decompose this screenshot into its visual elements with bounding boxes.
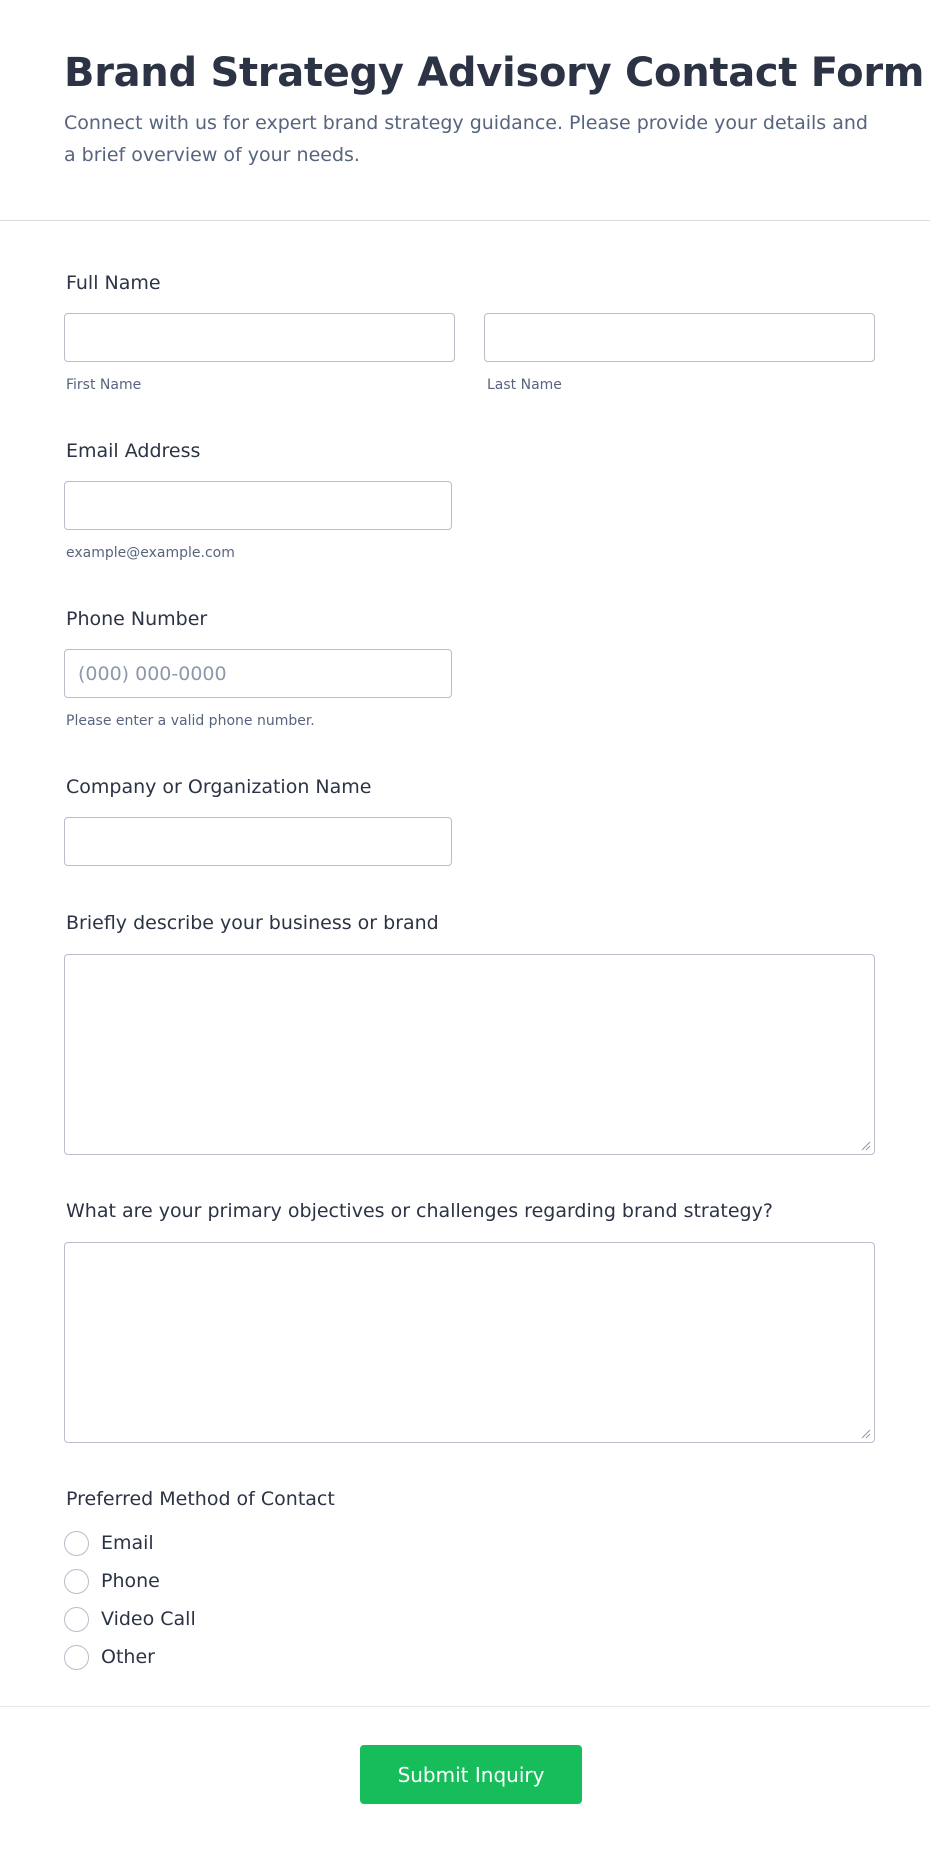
first-name-input[interactable]	[64, 313, 455, 362]
radio-option-phone[interactable]	[64, 1568, 160, 1594]
submit-inquiry-button[interactable]: Submit Inquiry	[360, 1745, 582, 1804]
resize-grip-icon[interactable]	[861, 1429, 871, 1439]
email-label: Email Address	[66, 440, 201, 462]
radio-circle[interactable]	[64, 1531, 89, 1556]
radio-circle[interactable]	[64, 1645, 89, 1670]
company-label: Company or Organization Name	[66, 776, 372, 798]
phone-sublabel: Please enter a valid phone number.	[66, 713, 315, 729]
form-subtitle: Connect with us for expert brand strategy guidance. Please provide your details and a brief overview of your needs.	[64, 112, 868, 166]
radio-label: Email	[101, 1532, 154, 1554]
first-name-sublabel: First Name	[66, 377, 142, 393]
radio-option-email[interactable]	[64, 1530, 154, 1556]
email-input[interactable]	[64, 481, 452, 530]
last-name-input[interactable]	[484, 313, 875, 362]
radio-label: Other	[101, 1646, 155, 1668]
footer-divider	[0, 1706, 930, 1707]
objectives-label: What are your primary objectives or challenges regarding brand strategy?	[66, 1200, 773, 1222]
resize-grip-icon[interactable]	[861, 1141, 871, 1151]
radio-circle[interactable]	[64, 1607, 89, 1632]
radio-label: Video Call	[101, 1608, 196, 1630]
company-input[interactable]	[64, 817, 452, 866]
phone-label: Phone Number	[66, 608, 208, 630]
objectives-textarea[interactable]	[64, 1242, 875, 1443]
business-description-textarea[interactable]	[64, 954, 875, 1155]
radio-label: Phone	[101, 1570, 160, 1592]
radio-option-video-call[interactable]	[64, 1606, 196, 1632]
full-name-label: Full Name	[66, 272, 161, 294]
radio-circle[interactable]	[64, 1569, 89, 1594]
form-title: Brand Strategy Advisory Contact Form	[64, 50, 925, 96]
email-sublabel: example@example.com	[66, 545, 235, 561]
contact-method-label: Preferred Method of Contact	[66, 1488, 335, 1510]
radio-option-other[interactable]	[64, 1644, 155, 1670]
last-name-sublabel: Last Name	[487, 377, 562, 393]
phone-input[interactable]	[64, 649, 452, 698]
form-header	[0, 0, 930, 221]
business-description-label: Briefly describe your business or brand	[66, 912, 439, 934]
